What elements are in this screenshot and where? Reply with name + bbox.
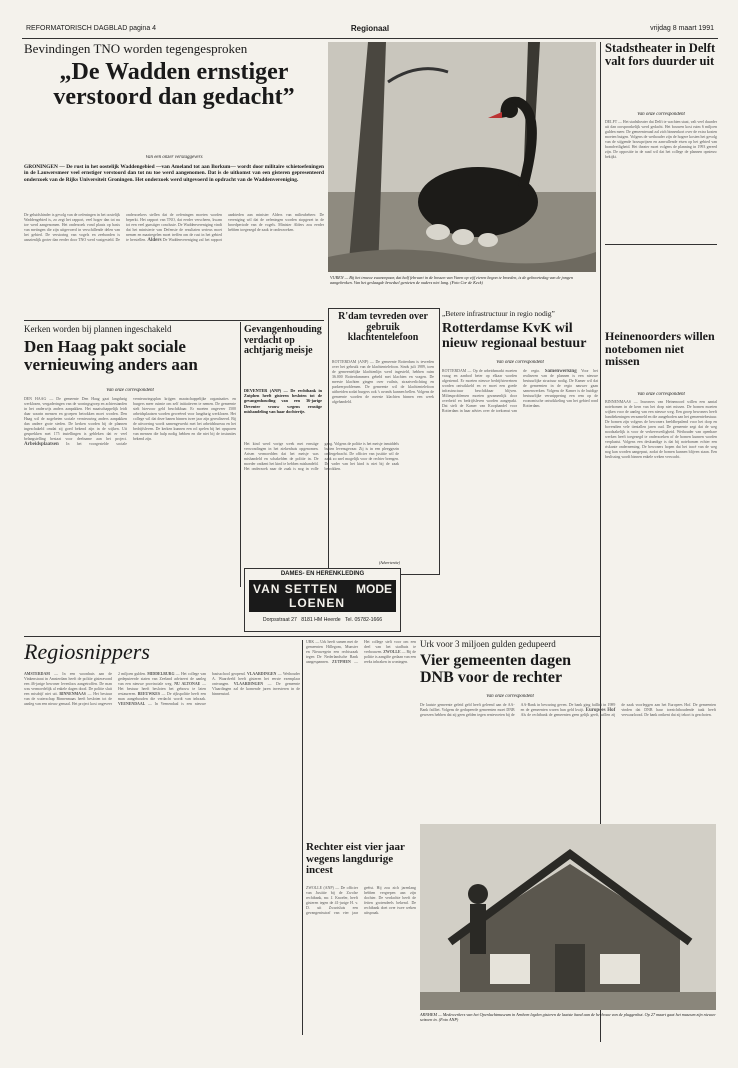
ad-contact-line (248, 617, 397, 623)
swan-photo (328, 42, 596, 272)
heinenoord-byline: Van onze correspondent (637, 392, 685, 397)
column-rule (240, 322, 241, 587)
regio-item: ZWOLLE (383, 650, 401, 654)
stadstheater-headline-box (605, 42, 717, 112)
denhaag-headline-box (24, 338, 236, 386)
wadden-byline: Van een onzer verslaggevers (145, 155, 203, 160)
ad-label: (Advertentie) (378, 560, 400, 565)
divider (605, 244, 717, 245)
regio-title-box (24, 640, 220, 670)
kvk-kicker: „Betere infrastructuur in regio nodig” (442, 310, 555, 318)
ad-phone: Tel. 05782-1666 (344, 617, 383, 623)
regio-item: VLAARDINGEN (233, 682, 264, 686)
header-date: vrijdag 8 maart 1991 (650, 25, 714, 32)
ad-address: Dorpsstraat 27 (262, 617, 297, 623)
wadden-kicker: Bevindingen TNO worden tegengesproken (24, 42, 248, 56)
wadden-kicker-box (24, 42, 324, 62)
kvk-byline: Van onze correspondent (496, 360, 544, 365)
denhaag-subhead: Arbeidsplaatsen (24, 442, 59, 447)
dnb-kicker: Urk voor 3 miljoen gulden gedupeerd (420, 640, 556, 649)
wadden-subhead: Alders (147, 238, 162, 243)
museum-caption: ARNHEM — Medewerkers van het Openluchtmuseum in Arnhem legden gisteren de laatste hand aan de herbouw van de pluggenhut. Op 27 maart gaat het museum zijn nieuwe seizoen in. (Foto ANP) (420, 1012, 716, 1023)
divider (24, 636, 600, 637)
header-section: Regionaal (350, 24, 390, 33)
deventer-lead: DEVENTER (ANP) — De rechtbank in Zutphen heeft gisteren besloten tot de gevangenhouding van een 36-jarige Deventer vrouw wegens ernstige mishandeling van haar dochtertje. (244, 388, 322, 414)
denhaag-headline: Den Haag pakt sociale vernieuwing anders aan (24, 338, 198, 374)
regio-item: AMSTERDAM (24, 672, 50, 676)
kvk-headline: Rotterdamse KvK wil nieuw regionaal bestuur (442, 322, 587, 351)
dnb-kicker-box (420, 640, 600, 652)
kvk-body: ROTTERDAM — Op de arbeidsmarkt moeten vraag en aanbod beter op elkaar worden afgestemd. Er moeten nieuwe bedrijfsterreinen worden ontwikkeld en er moet een goede infrastructuur beschikbaar blijven. Milieuproblemen moeten gezamenlijk door overheid en bedrijfsleven worden aangepakt. Dat stelt de Kamer van Koophandel voor Rotterdam in haar advies over de toekomst van de regio. Samenwerking Voor het realiseren van de plannen is een nieuwe bestuurlijke structuur nodig. De Kamer wil dat de gemeenten in de regio nauwer gaan samenwerken. Volgens de Kamer is de huidige bestuurlijke versnippering een rem op de economische ontwikkeling van het gebied rond Rotterdam. (442, 369, 598, 413)
ad-city: 8181 HM Heerde (301, 617, 341, 623)
regio-item: MIDDELBURG (147, 672, 175, 676)
denhaag-kicker-box (24, 325, 234, 337)
kvk-kicker-box (442, 310, 598, 322)
divider (24, 320, 324, 321)
museum-illustration (420, 824, 716, 1010)
wadden-body: De geluidshinder is gevolg van de oefeningen in het oostelijk Waddengebied is, zo zegt het rapport, veel hoger dan tot nu toe werd aangenomen. Het onderzoek vond plaats op basis van metingen die zijn uitgevoerd in verschillende delen van het gebied. De verstoring van vogels en zeehonden is aanzienlijk groter dan eerder door TNO werd vastgesteld. De onderzoekers stellen dat de oefeningen moeten worden beperkt. Het rapport van TNO, dat eerder verscheen, kwam tot een veel gunstiger conclusie. De Waddenvereniging vindt dat het ministerie van Defensie de resultaten serieus moet nemen en maatregelen moet treffen om de rust in het gebied te herstellen. Alders De Waddenvereniging zal het rapport aanbieden aan minister Alders van milieubeheer. De vereniging wil dat de oefeningen worden stopgezet in de broedperiode van de vogels. Minister Alders zou eerder hebben toegezegd de zaak te onderzoeken. (24, 213, 324, 243)
regio-item: ZUTPHEN (332, 660, 351, 664)
regio-item: BINNENMAAS (59, 692, 86, 696)
denhaag-kicker: Kerken worden bij plannen ingeschakeld (24, 325, 172, 334)
stadstheater-byline: Van onze correspondent (637, 112, 685, 117)
wadden-lead: GRONINGEN — De rust in het oostelijk Waddengebied —van Ameland tot aan Borkum— wordt door militaire schietoefeningen in de Lauwersmeer veel ernstiger verstoord dan tot nu toe werd aangenomen. Dat is de uitkomst van een gisteren gepresenteerd onderzoek van de Rijks Universiteit Groningen. Het onderzoek werd uitgevoerd in opdracht van de Waddenvereniging. (24, 164, 324, 183)
ad-brand-right: MODE (356, 582, 392, 596)
page-header (22, 22, 718, 39)
regio-body: AMSTERDAM — In een woonhuis aan de Vinkenstraat in Amsterdam heeft de politie gisteravond een 46-jarige bewoner levenloos aangetroffen. De man was vermoedelijk al enkele dagen dood. De politie sluit een misdrijf niet uit. BINNENMAAS — Het bestuur van de waterschap Binnenmaas heeft besloten tot de aanleg van een nieuw gemaal. Het project kost ongeveer 2 miljoen gulden. MIDDELBURG — Het college van gedeputeerde staten van Zeeland adviseert de aanleg van een nieuwe provinciale weg. NU ALTONAE — Het bestuur heeft besloten het gebouw te laten restaureren. BEEUWKES — De rijkspolitie heeft een man aangehouden die verdacht wordt van inbraak. VEENENDAAL — In Veenendaal is een nieuwe basisschool geopend. VLAARDINGEN — Wethouder A. Waardveld heeft gisteren het eerste exemplaar ontvangen. VLAARDINGEN — De gemeente Vlaardingen zal de komende jaren investeren in de binnenstad. (24, 672, 300, 706)
ad-title: DAMES- EN HERENKLEDING (280, 571, 365, 577)
rdam-headline: R'dam tevreden over gebruik klachtentelefoon (338, 312, 428, 343)
regio-item: VEENENDAAL (118, 702, 146, 706)
heinenoord-headline-box (605, 330, 717, 392)
stadstheater-body: DELFT — Het stadstheater dat Delft te wachten staat, valt veel duurder uit dan oorspronkelijk werd gedacht. Het bouwen kost ruim 6 miljoen gulden meer. De gemeenteraad zal zich binnenkort over de extra kosten moeten buigen. Volgens de wethouder zijn de hogere kosten het gevolg van de stijgende bouwprijzen en aanvullende eisen op het gebied van brandveiligheid. Het theater moet volgens de planning in 1993 gereed zijn. De oppositie in de raad wil dat het college de plannen opnieuw bekijkt. (605, 120, 717, 159)
ad-brand-left: VAN SETTEN (253, 582, 339, 596)
ad-brand-bottom: LOENEN (289, 596, 346, 610)
swan-illustration (328, 42, 596, 272)
header-left: REFORMATORISCH DAGBLAD pagina 4 (26, 25, 157, 32)
clothing-advertisement (244, 568, 401, 632)
museum-photo (420, 824, 716, 1010)
column-rule (302, 640, 303, 1035)
dnb-body: De laatste gemeente geleid geld heeft geleend aan de AA-Bank failliet. Volgens de gedupeerde gemeenten moet DNB gewezen hebben dat zij geen gelden tegen rentevoeten bij de AA-Bank in bewaring geven. De bank ging failliet in 1989 en de gemeenten waren hun geld kwijt. Europees Hof Als de rechtbank de gemeenten geen gelijk geeft, willen zij de zaak voorleggen aan het Europees Hof. De gemeenten vinden dat DNB haar toezichthoudende taak heeft verwaarloosd. De bank ontkent dat zij tekort is geschoten. (420, 703, 716, 717)
wadden-headline: „De Wadden ernstiger verstoord dan gedacht” (53, 60, 295, 111)
dnb-headline-box (420, 653, 600, 693)
heinenoord-body: BINNENMAAS — Inwoners van Heinenoord willen een aantal notebomen in de kern van het dorp niet missen. De bomen moeten wijken voor de aanleg van een nieuwe weg. Een groep bewoners heeft handtekeningen verzameld en die aangeboden aan het gemeentebestuur. De bomen zijn volgens de bewoners beeldbepalend voor het dorp en bovendien vele tientallen jaren oud. De gemeente zegt dat de weg noodzakelijk is voor de verkeersveiligheid. Wethouder van openbare werken heeft toegezegd te onderzoeken of de bomen kunnen worden verplaatst. Volgens een deskundige is dat bij notebomen echter een riskante onderneming. De bewoners hopen dat het tracé van de weg nog kan worden aangepast, zodat de bomen kunnen blijven staan. Een beslissing wordt binnen enkele weken verwacht. (605, 400, 717, 459)
regio-title: Regiosnippers (24, 640, 150, 664)
deventer-headline: Gevangenhouding verdacht op achtjarig meisje (244, 325, 322, 356)
deventer-body: Het kind werd vorige week met ernstige verwondingen in het ziekenhuis opgenomen. Artsen vermoedden dat het meisje was mishandeld en schakelden de politie in. De moeder ontkent het kind te hebben mishandeld. Het onderzoek naar de zaak is nog in volle gang. Volgens de politie is het meisje inmiddels buiten levensgevaar. Zij is in een pleeggezin ondergebracht. De officier van justitie wil de zaak zo snel mogelijk voor de rechter brengen. De vader van het kind is niet bij de zaak betrokken. (244, 442, 399, 471)
incest-body: ZWOLLE (ANP) — De officier van Justitie bij de Zwolse rechtbank, mr. J. Knoeler, heeft gisteren tegen de 41-jarige H. v. D. uit Zwartsluis een gevangenisstraf van vier jaar geëist. Hij zou zich jarenlang hebben vergrepen aan zijn dochter. De verdachte heeft de feiten grotendeels bekend. De rechtbank doet over twee weken uitspraak. (306, 886, 416, 915)
swan-caption: VUREN — Bij het trouwe zwanenpaar, dat half februari in de bossen van Vuren op vijf eieren begon te broeden, is de geboortedag van de jongen aangebroken. Van het geslaagde broedsel genieten de ouders niet lang. (Foto Cor de Keck) (330, 275, 573, 286)
heinenoord-headline: Heinenoorders willen notebomen niet missen (605, 330, 715, 369)
incest-headline: Rechter eist vier jaar wegens langdurige incest (306, 842, 405, 877)
urk-body: URK — Urk heeft samen met de gemeenten Hillegom, Munster en Nieuwegein een rechtszaak tegen De Nederlandsche Bank aangespannen. ZUTPHEN — Het college stelt voor om een deel van het stadhuis te verbouwen. ZWOLLE — Bij de politie is aangifte gedaan van een reeks inbraken in woningen. (306, 640, 416, 664)
kvk-subhead: Samenwerking (544, 369, 577, 374)
wadden-headline-box (24, 60, 324, 142)
dnb-byline: Van onze correspondent (486, 694, 534, 699)
denhaag-byline: Van onze correspondent (106, 388, 154, 393)
regio-item: VLAARDINGEN (246, 672, 277, 676)
regio-item: BEEUWKES (137, 692, 161, 696)
ad-logo (249, 580, 396, 612)
dnb-headline: Vier gemeenten dagen DNB voor de rechter (420, 653, 572, 686)
rdam-headline-box (332, 312, 434, 358)
rdam-body: ROTTERDAM (ANP) — De gemeente Rotterdam is tevreden over het gebruik van de klachtentelefoon. Sinds juli 1989, toen de gemeentelijke klachtenlijn werd ingesteld, hebben ruim 36.000 Rotterdammers gebeld met klachten en vragen. De meeste klachten gingen over vuilnis, straatverlichting en parkeerproblemen. De gemeente wil de klachtentelefoon uitbreiden zodat burgers ook 's avonds kunnen bellen. Volgens de gemeente worden de meeste klachten binnen een week afgehandeld. (332, 360, 434, 404)
regio-item: NU ALTONAE (174, 682, 201, 686)
deventer-headline-box (244, 325, 322, 387)
kvk-headline-box (442, 322, 598, 358)
stadstheater-headline: Stadstheater in Delft valt fors duurder uit (605, 42, 716, 69)
dnb-subhead: Europees Hof (585, 708, 616, 713)
denhaag-body: DEN HAAG — De gemeente Den Haag gaat langdurig werklozen, vergaderingen van de woningsgroep en achterstanden in het onderwijs anders aanpakken. Het maatschappelijk leidt daar waarin mensen en groepen betrokken moet worden. Den Haag wil de zogeheten sociale vernieuwing anders aanpakken dan andere grote steden. De kerken worden bij de plannen ingeschakeld omdat zij goed bekend zijn in de wijken. Uit gesprekken met 175 instellingen is gebleken dat er veel belangstelling bestaat voor deelname aan het project. Arbeidsplaatsen In het voorgestelde sociale vernieuwingsplan krijgen maatschappelijke organisaties en burgers meer ruimte om zelf initiatieven te nemen. De gemeente stelt hiervoor geld beschikbaar. Er moeten ongeveer 1500 arbeidsplaatsen worden gecreëerd voor langdurig werklozen. Het college wil dat deze banen binnen twee jaar zijn gerealiseerd. Bij de uitvoering wordt samengewerkt met het arbeidsbureau en het bedrijfsleven. De kerken kunnen een rol spelen bij het opsporen van mensen die hulp nodig hebben en die niet bij de instanties bekend zijn. (24, 397, 236, 447)
incest-headline-box (306, 842, 416, 882)
